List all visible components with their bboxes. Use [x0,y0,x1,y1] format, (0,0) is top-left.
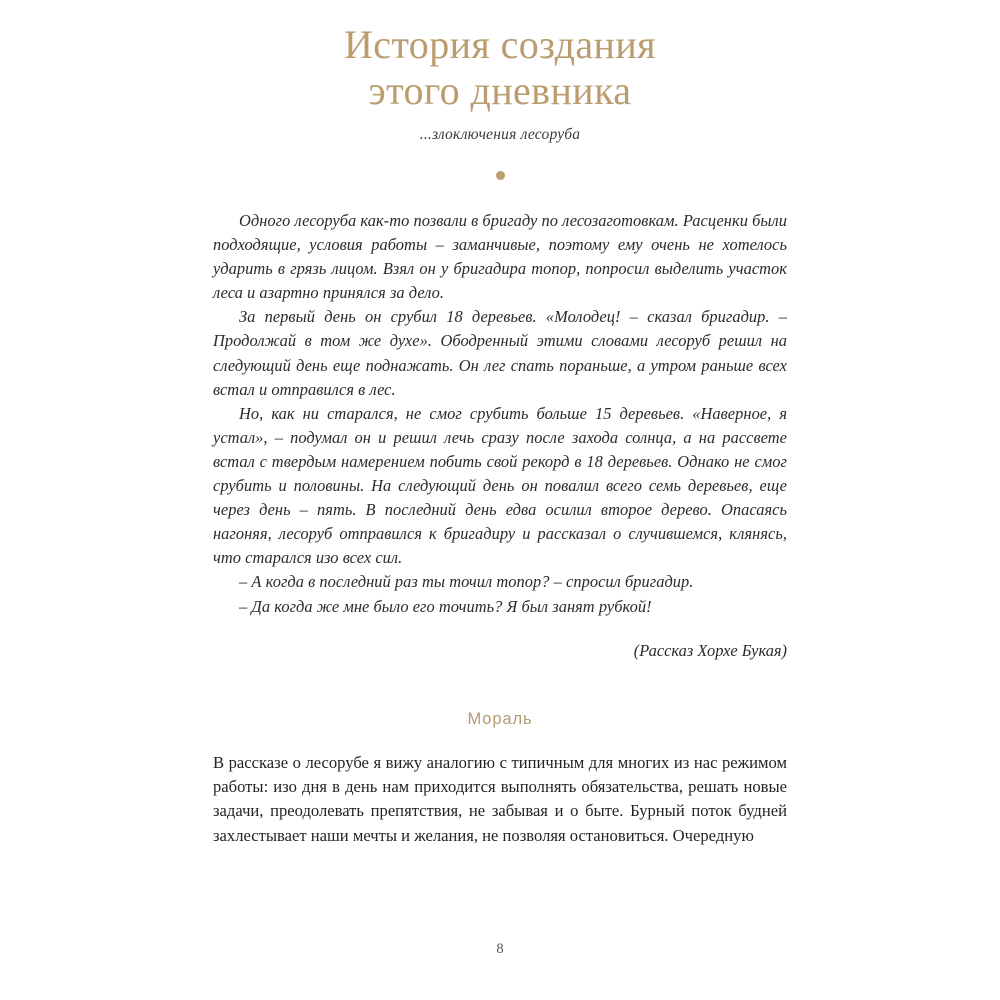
story-paragraph: – Да когда же мне было его точить? Я был занят рубкой! [239,596,652,616]
story-attribution: (Рассказ Хорхе Букая) [633,640,787,660]
page-number: 8 [496,941,504,957]
story-paragraph: Одного лесоруба как-то позвали в бригаду по лесозаготовкам. Расценки были подходящие, условия работы – заманчивые, поэтому ему очень не хотелось ударить в грязь лицом. Взял он у бригадира топор, попросил выделить участок леса и азартно принялся за дело. [213,211,787,303]
moral-body [213,751,787,849]
page-title-line-2: этого дневника [368,68,632,113]
gold-dot-icon [496,171,505,180]
page-header [0,0,1000,178]
text-column [213,209,787,848]
story-paragraph: Но, как ни старался, не смог срубить больше 15 деревьев. «Наверное, я устал», – подумал он и решил лечь сразу после захода солнца, а на рассвете встал с твердым намерением побить свой рекорд в 18 деревьев. Однако не смог срубить и половины. На следующий день он повалил всего семь деревьев, еще через день – пять. В последний день едва осилил второе дерево. Опасаясь нагоняя, лесоруб отправился к бригадиру и рассказал о случившемся, клянясь, что старался изо всех сил. [213,403,787,568]
moral-heading: Мораль [467,709,533,728]
page-subtitle: ...злоключения лесоруба [419,126,581,143]
page-title-line-1: История создания [344,22,656,67]
page-title [0,22,1000,114]
ornament-divider [0,166,1000,178]
story-body [213,209,787,619]
story-paragraph: За первый день он срубил 18 деревьев. «Молодец! – сказал бригадир. – Продолжай в том же духе». Ободренный этими словами лесоруб решил на следующий день еще поднажать. Он лег спать пораньше, а утром раньше всех встал и отправился в лес. [213,307,787,399]
story-paragraph: – А когда в последний раз ты точил топор? – спросил бригадир. [239,572,694,592]
moral-paragraph: В рассказе о лесорубе я вижу аналогию с типичным для многих из нас режимом работы: изо дня в день нам приходится выполнять обязательства, решать новые задачи, преодолевать препятствия, не забывая и о быте. Бурный поток будней захлестывает наши мечты и желания, не позволяя остановиться. Очередную [213,752,787,845]
